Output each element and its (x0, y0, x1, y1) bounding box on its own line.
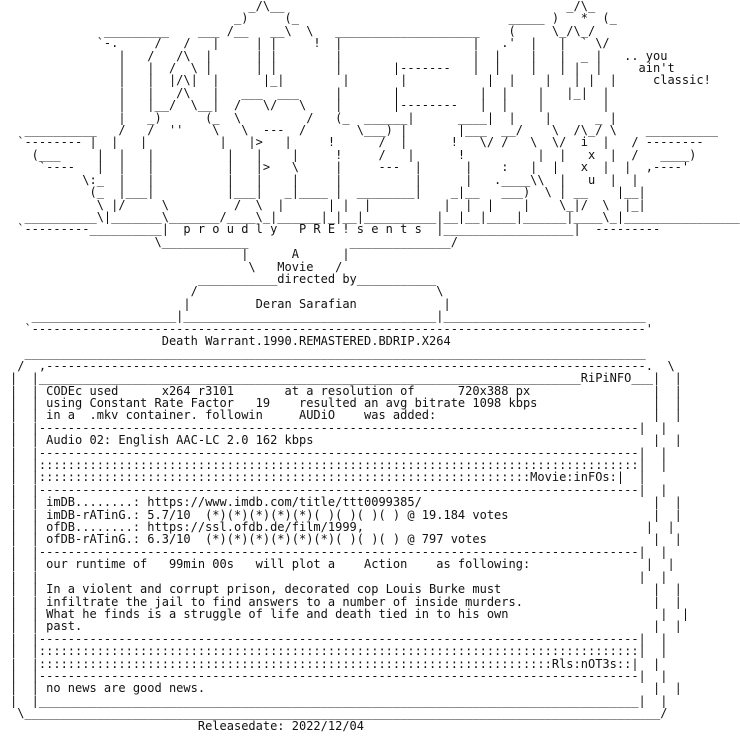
nfo-line: | | ofDB........: https://ssl.ofdb.de/film/1999, | | (10, 520, 675, 535)
nfo-line: | | in a .mkv container. followin AUDiO was added: | | (10, 408, 682, 423)
nfo-line: | | our runtime of 99min 00s will plot a Action as following: | | (10, 557, 675, 572)
nfo-line: _/\__ _/\_ (10, 0, 596, 13)
nfo-line: | | ofDB-rATinG.: 6.3/10 (*)(*)(*)(*)(*)(*)( )( )( ) @ 797 votes | | (10, 532, 682, 547)
nfo-line: | |-----------------------------------------------------------------------------------| | (10, 420, 668, 435)
nfo-line: ______________________________________________________________________________________ (10, 346, 646, 361)
nfo-line: | |::::::::::::::::::::::::::::::::::::::::::::::::::::::::::::::::::::Movie:inFOs:| | (10, 470, 646, 485)
nfo-line: | | no news are good news. | | (10, 681, 682, 696)
nfo-line: `-. / / | | | ! | | .' | | ` \/ (10, 36, 610, 51)
nfo-line: | | past. | | (10, 619, 682, 634)
nfo-line: | | Audio 02: English AAC-LC 2.0 162 kbps | | (10, 433, 682, 448)
nfo-line: \:_ | | | | | | | | .____\\ | u | | (10, 172, 639, 187)
nfo-line: Releasedate: 2022/12/04 (10, 718, 365, 733)
nfo-line: ____________________|___________________________________|____________________________ (10, 309, 646, 324)
nfo-line: `-------------------------------------------------------------------------------------' (10, 321, 653, 336)
nfo-line: | / /\ | | | | | | | | _ | .. you (10, 48, 668, 63)
nfo-line: | | What he finds is a struggle of life and death tied in to his own | | (10, 606, 690, 621)
nfo-line: | | infiltrate the jail to find answers to a number of inside murders. | | (10, 594, 682, 609)
nfo-line: | |-----------------------------------------------------------------------------------| | (10, 668, 668, 683)
nfo-line: ___________directed by___________ (10, 271, 437, 286)
nfo-line: | A | (10, 247, 350, 262)
nfo-line: \ |/ \ / \ | | | | | | | | \_|/ \ |_| (10, 197, 646, 212)
nfo-line: | |:::::::::::::::::::::::::::::::::::::::::::::::::::::::::::::::::::::::Rls:nOT3s::| | (10, 656, 661, 671)
nfo-line: __________ / / '' \ \ --- / \___) | |___ __/ \ /\_/ \ __________ (10, 123, 719, 138)
nfo-line: | |-----------------------------------------------------------------------------------| | (10, 445, 668, 460)
nfo-text-block (10, 0, 740, 732)
nfo-line: | |:::::::::::::::::::::::::::::::::::::::::::::::::::::::::::::::::::::::::::::::::::| | (10, 458, 668, 473)
nfo-line: `---- | | | | |> \ | --- | | : | | x | | ,----' (10, 160, 690, 175)
nfo-line: | |__/ \__| / \/ \ | |-------- | | | | (10, 98, 610, 113)
nfo-line: _________ ___ /__ __\ \ ____________________ ( \_/\_/ (10, 23, 596, 38)
nfo-line: | |___________________________________________________________________________________| | (10, 693, 668, 708)
nfo-line: __________\|_______\_______/____\_|______|_|__|__________|__|__|____|______|____\_|________________ (10, 209, 740, 224)
nfo-line: \ Movie / (10, 259, 343, 274)
nfo-line: | | |/\| | |_| | | | | | | | | classic! (10, 73, 711, 88)
nfo-line: _) (_ _____ ) * (_ (10, 11, 617, 26)
nfo-line: | | using Constant Rate Factor 19 resulted an avg bitrate 1098 kbps | | (10, 396, 682, 410)
nfo-line: | |-----------------------------------------------------------------------------------| | (10, 544, 668, 559)
nfo-line: (_ |___| |___| _|____ | ________| _|__ ___) \ | __ |__| (10, 185, 646, 200)
nfo-line: | Deran Sarafian | (10, 296, 451, 311)
nfo-line: `---------__________| p r o u d l y P R E ! s e n t s |__________________| --------- (10, 222, 661, 237)
nfo-line: | | | | (10, 569, 668, 584)
nfo-line: | |-----------------------------------------------------------------------------------| | (10, 482, 668, 497)
nfo-line: \____________ ______________/ (10, 234, 458, 249)
nfo-line: | | imDB-rATinG.: 5.7/10 (*)(*)(*)(*)(*)( )( )( )( ) @ 19.184 votes | | (10, 507, 682, 522)
nfo-line: (___ | | | | | | ! / | ! | | x | / ____) (10, 147, 697, 162)
nfo-line: / \ (10, 284, 444, 299)
nfo-line: | | / \ | | | | |------- | | | | | | ain't (10, 61, 675, 76)
nfo-line: | | imDB........: https://www.imdb.com/title/ttt0099385/ | | (10, 495, 682, 510)
nfo-line: Death Warrant.1990.REMASTERED.BDRIP.X264 (10, 333, 451, 348)
nfo-line: | |-----------------------------------------------------------------------------------| | (10, 631, 668, 646)
nfo-line: | _) (_ \ / (_ ______| ____| | | _ | (10, 110, 617, 125)
nfo-line: / ,-----------------------------------------------------------------------------------. \ (10, 358, 675, 373)
nfo-line: | |:::::::::::::::::::::::::::::::::::::::::::::::::::::::::::::::::::::::::::::::::::| | (10, 644, 668, 659)
nfo-line: | | In a violent and corrupt prison, decorated cop Louis Burke must | | (10, 582, 682, 597)
nfo-line: \________________________________________________________________________________________/ (10, 706, 668, 721)
nfo-line: `-------- | | | | |> | ! / | ! \/ / \ \/ i | / -------- (10, 135, 704, 150)
nfo-line: | | /\ | ___ ___ | | | | | |_| | (10, 85, 610, 100)
nfo-line: | |___________________________________________________________________________RiPiNFO___| | (10, 371, 682, 386)
nfo-line: | | CODEc used x264 r3101 at a resolution of 720x388 px | | (10, 383, 682, 398)
